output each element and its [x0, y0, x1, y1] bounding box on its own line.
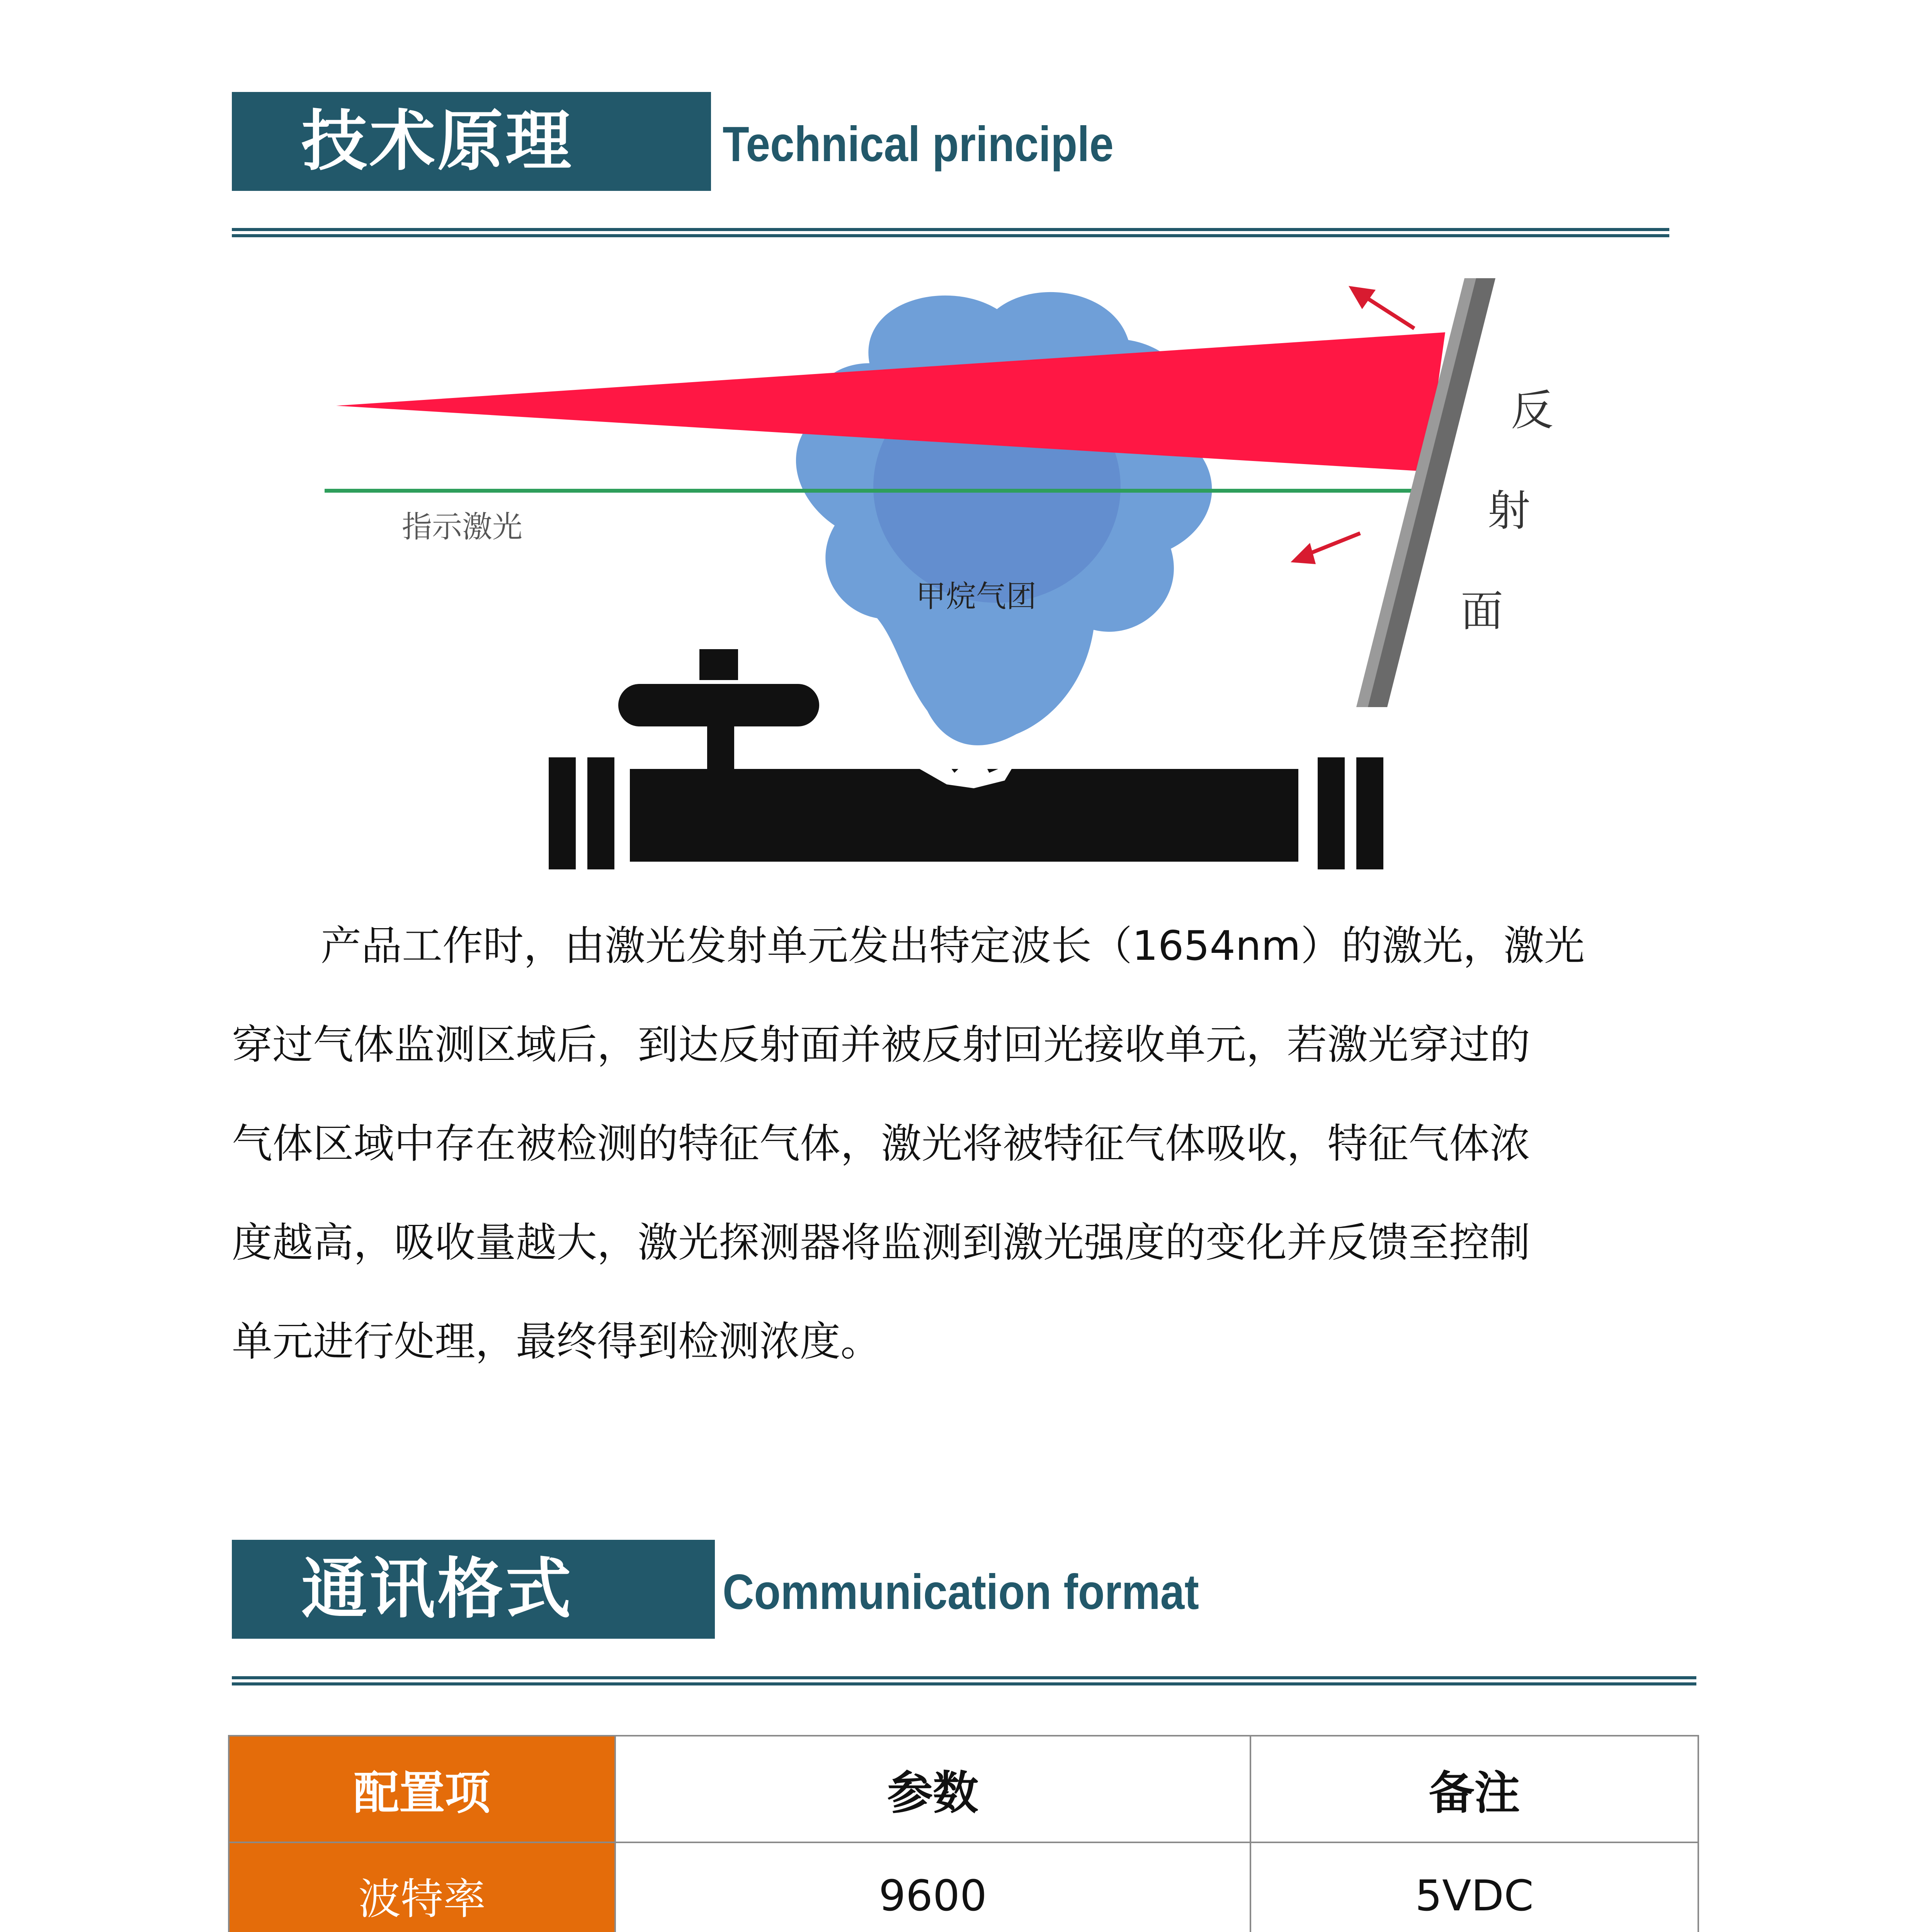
section-title-en: Technical principle	[723, 117, 1114, 172]
principle-paragraph	[232, 896, 1669, 1391]
header-remark: 备注	[1250, 1736, 1698, 1842]
paragraph-line: 气体区域中存在被检测的特征气体，激光将被特征气体吸收，特征气体浓	[232, 1120, 1531, 1167]
row-remark: 5VDC	[1250, 1842, 1698, 1932]
section-divider	[232, 228, 1669, 238]
paragraph-line: 度越高，吸收量越大，激光探测器将监测到激光强度的变化并反馈至控制	[232, 1219, 1531, 1266]
section-title-en: Communication format	[723, 1565, 1199, 1620]
indicator-laser-label: 指示激光	[402, 510, 523, 544]
paragraph-line: 穿过气体监测区域后，到达反射面并被反射回光接收单元，若激光穿过的	[232, 1021, 1531, 1068]
paragraph-line: 产品工作时，由激光发射单元发出特定波长（1654nm）的激光，激光	[321, 922, 1585, 969]
reflect-arrow-out-icon	[1349, 286, 1414, 328]
reflector-label-3: 面	[1461, 587, 1503, 636]
table-header-row	[229, 1736, 1698, 1842]
header-param: 参数	[615, 1736, 1250, 1842]
reflector-label-1: 反	[1511, 386, 1553, 435]
comm-format-table	[228, 1735, 1699, 1932]
principle-diagram	[309, 270, 1584, 873]
header-config-item: 配置项	[229, 1736, 615, 1842]
row-param: 9600	[615, 1842, 1250, 1932]
paragraph-line: 单元进行处理，最终得到检测浓度。	[232, 1318, 881, 1365]
methane-cloud-label: 甲烷气团	[916, 579, 1037, 614]
reflector-label-2: 射	[1488, 486, 1530, 536]
reflect-arrow-in-icon	[1291, 533, 1360, 564]
section-title-cn: 技术原理	[232, 92, 711, 191]
section-header-principle	[232, 92, 1546, 191]
row-key: 波特率	[229, 1842, 615, 1932]
section-title-cn: 通讯格式	[232, 1540, 715, 1639]
section-header-comm	[232, 1540, 1546, 1639]
section-divider	[232, 1676, 1696, 1686]
table-row	[229, 1842, 1698, 1932]
pipe-icon	[549, 750, 1383, 869]
